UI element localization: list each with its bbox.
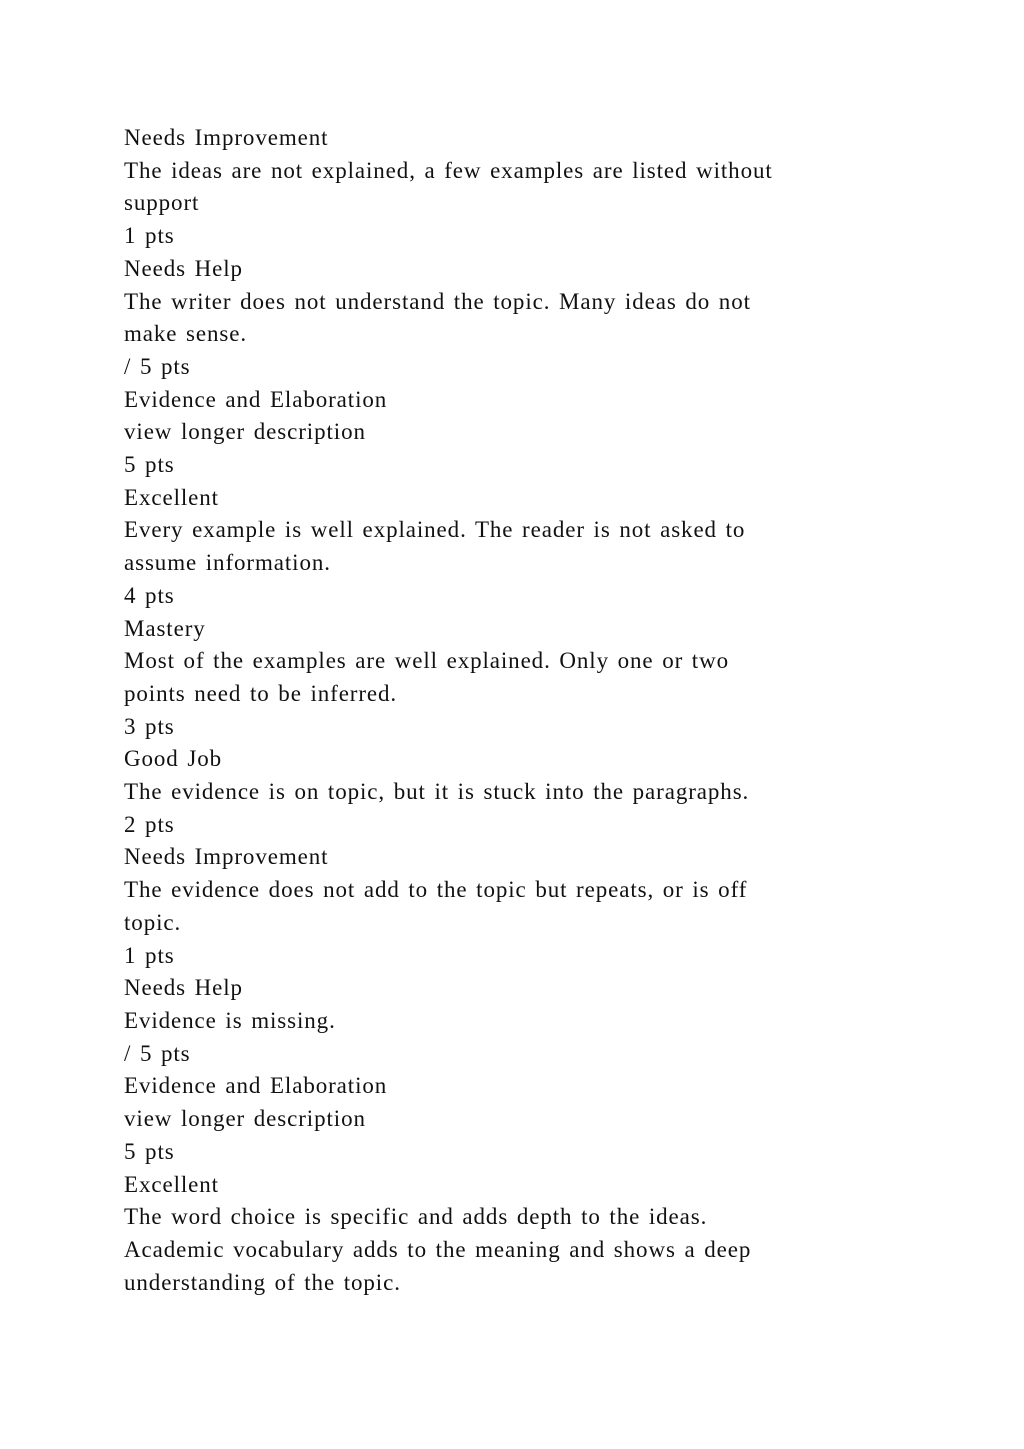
rating-description: The writer does not understand the topic. Many ideas do not xyxy=(124,288,751,314)
rating-description: Evidence is missing. xyxy=(124,1007,336,1033)
view-longer-description-link[interactable]: view longer description xyxy=(124,419,366,445)
rating-title: Needs Improvement xyxy=(124,125,329,150)
rating-description: The evidence is on topic, but it is stuck into the paragraphs. xyxy=(124,779,750,805)
rating-title: Needs Improvement xyxy=(124,844,329,870)
document-body xyxy=(124,122,904,1299)
rating-description: Every example is well explained. The reader is not asked to xyxy=(124,517,746,543)
criterion-total-points: / 5 pts xyxy=(124,1040,191,1066)
rating-description: assume information. xyxy=(124,550,331,576)
rating-title: Mastery xyxy=(124,615,206,641)
rating-points: 3 pts xyxy=(124,713,175,739)
rating-description: The ideas are not explained, a few examples are listed without xyxy=(124,157,773,183)
rating-points: 5 pts xyxy=(124,1138,175,1164)
rating-title: Excellent xyxy=(124,1171,219,1197)
rating-description: support xyxy=(124,190,200,216)
rating-points: 1 pts xyxy=(124,223,175,249)
rating-description: topic. xyxy=(124,909,182,935)
rating-description: The evidence does not add to the topic but repeats, or is off xyxy=(124,877,748,903)
rating-points: 2 pts xyxy=(124,811,175,837)
rating-title: Good Job xyxy=(124,746,223,772)
rating-title: Needs Help xyxy=(124,975,243,1001)
rating-description: Academic vocabulary adds to the meaning and shows a deep xyxy=(124,1236,752,1262)
rating-points: 1 pts xyxy=(124,942,175,968)
rating-points: 5 pts xyxy=(124,452,175,478)
rating-description: points need to be inferred. xyxy=(124,680,398,706)
rating-description: Most of the examples are well explained. Only one or two xyxy=(124,648,730,674)
rating-title: Needs Help xyxy=(124,255,243,281)
rating-title: Excellent xyxy=(124,484,219,510)
rating-description: understanding of the topic. xyxy=(124,1269,401,1295)
view-longer-description-link[interactable]: view longer description xyxy=(124,1106,366,1132)
rating-description: The word choice is specific and adds depth to the ideas. xyxy=(124,1204,708,1230)
rating-points: 4 pts xyxy=(124,582,175,608)
rating-description: make sense. xyxy=(124,321,248,347)
criterion-total-points: / 5 pts xyxy=(124,353,191,379)
criterion-title: Evidence and Elaboration xyxy=(124,1073,388,1099)
criterion-title: Evidence and Elaboration xyxy=(124,386,388,412)
